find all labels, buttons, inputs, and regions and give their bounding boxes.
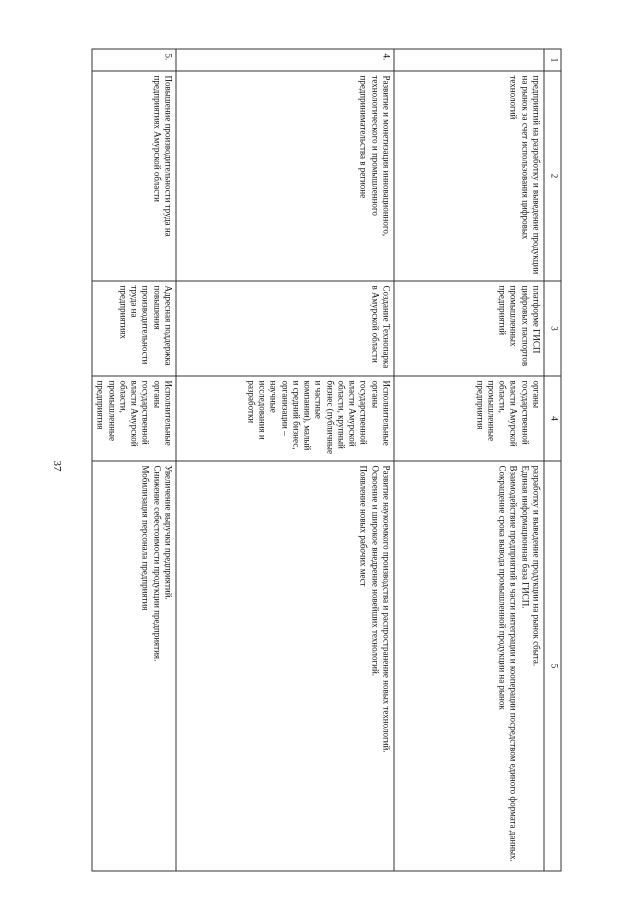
page-number: 37 <box>51 460 63 472</box>
result-line: Единая информационная база ГИСП. <box>520 465 531 609</box>
table-header-row <box>544 49 561 871</box>
executors-cell: органы государственной власти Амурской области, промышленные предприятия <box>394 376 544 461</box>
results-cell <box>394 461 544 871</box>
result-line: Взаимодействие предприятий в части интеграции и кооперации посредством единого формата данных. <box>509 465 519 862</box>
result-line: Развитие наукоемкого производства и распространение новых технологий. <box>381 465 392 753</box>
result-line: Появление новых рабочих мест <box>359 465 369 587</box>
table-row <box>92 49 176 871</box>
result-line: Освоение и широкое внедрение новейших технологий. <box>370 465 381 677</box>
executors-cell: Исполнительные органы государственной власти Амурской области, промышленные предприятия <box>92 376 176 461</box>
task-cell: Развитие и монетизация инновационного, технологического и промышленного предпринимательства в регионе <box>176 71 394 281</box>
measure-cell: Создание Технопарка в Амурской области <box>176 281 394 376</box>
row-number <box>394 49 544 71</box>
row-number: 5. <box>92 49 176 71</box>
result-line: разработку и выведение продукции на рынок сбыта. <box>531 465 542 667</box>
results-cell <box>92 461 176 871</box>
table-row <box>176 49 394 871</box>
measures-table <box>92 49 562 872</box>
row-number: 4. <box>176 49 394 71</box>
result-line: Увеличение выручки предприятий. <box>163 465 174 600</box>
column-header: 1 <box>544 49 561 71</box>
column-header: 4 <box>544 376 561 461</box>
column-header: 2 <box>544 71 561 281</box>
column-header: 5 <box>544 461 561 871</box>
task-cell: Повышение производительности труда на предприятиях Амурской области <box>92 71 176 281</box>
measure-cell: Адресная поддержка повышения производительности труда на предприятиях <box>92 281 176 376</box>
measure-cell: платформе ГИСП цифровых паспортов промышленных предприятий <box>394 281 544 376</box>
task-cell: предприятий на разработку и выведение продукции на рынок за счет использования цифровых технологий <box>394 71 544 281</box>
table-row <box>394 49 544 871</box>
result-line: Снижение себестоимости продукции предприятия. <box>152 465 163 662</box>
result-line: Сокращение срока вывода промышленной продукции на рынок <box>497 465 508 710</box>
column-header: 3 <box>544 281 561 376</box>
executors-cell: Исполнительные органы государственной власти Амурской области, крупный бизнес (публичные и частные компании), малый и средний бизнес, организации – научные исследования и разработки <box>176 376 394 461</box>
results-cell <box>176 461 394 871</box>
result-line: Мобилизация персонала предприятия <box>141 465 151 611</box>
